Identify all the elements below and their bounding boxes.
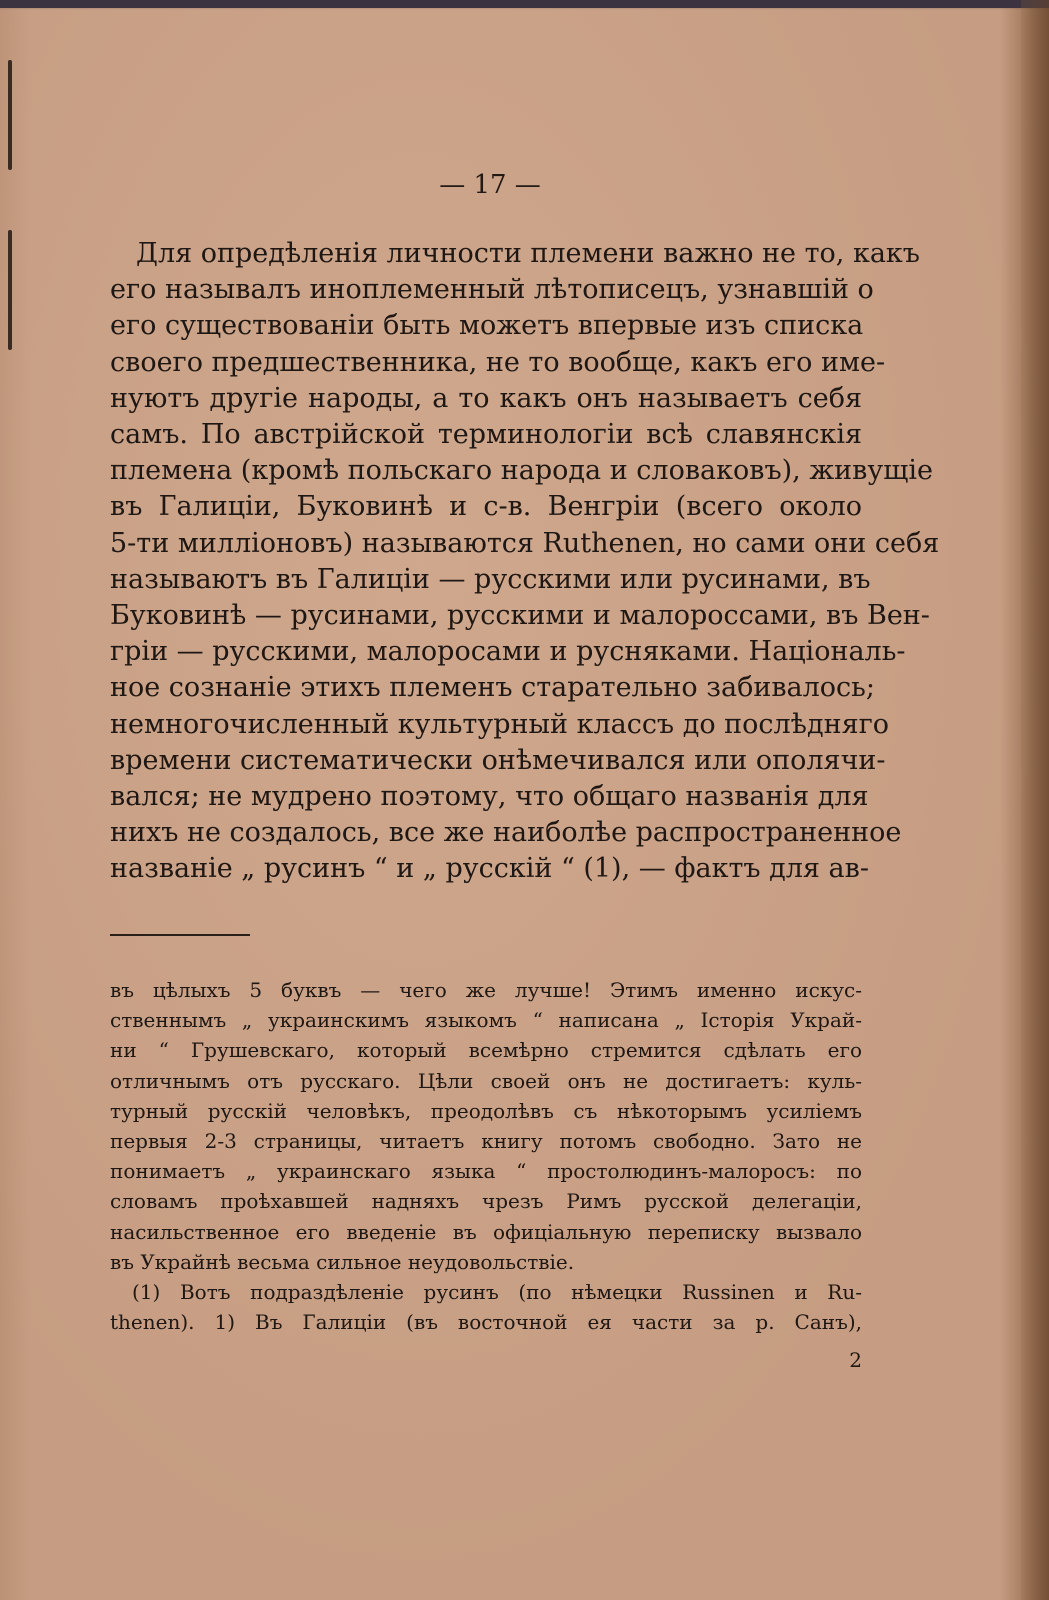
footnote-line: отличнымъ отъ русскаго. Цѣли своей онъ не достигаетъ: куль- [110, 1068, 862, 1093]
text-line: въ Галиціи, Буковинѣ и с-в. Венгріи (всего около [110, 491, 862, 523]
text-line: 5-ти милліоновъ) называются Ruthenen, но сами они себя [110, 527, 940, 559]
footnote-line: въ Украйнѣ весьма сильное неудовольствіе. [110, 1249, 575, 1274]
text-line: его существованіи быть можетъ впервые изъ списка [110, 310, 864, 342]
footnote-line: первыя 2-3 страницы, читаетъ книгу потомъ свободно. Зато не [110, 1129, 862, 1154]
page-number: — 17 — [439, 170, 541, 200]
footnote-line: понимаетъ „ украинскаго языка “ простолюдинъ-малоросъ: по [110, 1159, 862, 1184]
footnote-line: thenen). 1) Въ Галиціи (въ восточной ея части за р. Санъ), [110, 1310, 862, 1335]
text-line: нуютъ другіе народы, а то какъ онъ называетъ себя [110, 382, 862, 414]
text-line: его называлъ иноплеменный лѣтописецъ, узнавшій о [110, 274, 874, 306]
text-line: ное сознаніе этихъ племенъ старательно забивалось; [110, 672, 875, 704]
footnote-line: ственнымъ „ украинскимъ языкомъ “ написана „ Історія Украй- [110, 1008, 862, 1033]
footnote-divider [110, 934, 250, 936]
footnote-line: турный русскій человѣкъ, преодолѣвъ съ нѣкоторымъ усиліемъ [110, 1098, 862, 1123]
footnote-line: (1) Вотъ подраздѣленіе русинъ (по нѣмецки Russinen и Ru- [132, 1280, 862, 1305]
footnote-line: ни “ Грушевскаго, который всемѣрно стремится сдѣлать его [110, 1038, 862, 1063]
page-right-edge [1021, 0, 1049, 1600]
text-line: своего предшественника, не то вообще, какъ его име- [110, 346, 886, 378]
margin-bracket-mark [8, 60, 12, 170]
margin-bracket-mark [8, 230, 12, 350]
footnotes [110, 975, 862, 1337]
text-line: племена (кромѣ польскаго народа и словаковъ), живущіе [110, 455, 933, 487]
text-line: нихъ не создалось, все же наиболѣе распространенное [110, 817, 902, 849]
text-line: гріи — русскими, малоросами и русняками. Національ- [110, 636, 906, 668]
page-top-edge [0, 0, 1049, 8]
text-line: названіе „ русинъ “ и „ русскій “ (1), — фактъ для ав- [110, 853, 869, 885]
text-line: называютъ въ Галиціи — русскими или русинами, въ [110, 563, 871, 595]
main-text [110, 236, 940, 888]
text-line: самъ. По австрійской терминологіи всѣ славянскія [110, 419, 862, 451]
text-line: Для опредѣленія личности племени важно не то, какъ [136, 238, 920, 269]
text-line: Буковинѣ — русинами, русскими и малороссами, въ Вен- [110, 600, 930, 632]
text-line: вался; не мудрено поэтому, что общаго названія для [110, 781, 869, 813]
footnote-line: словамъ проѣхавшей надняхъ чрезъ Римъ русской делегаціи, [110, 1189, 862, 1214]
signature-mark: 2 [849, 1348, 862, 1372]
text-line: времени систематически онѣмечивался или ополячи- [110, 744, 886, 776]
text-line: немногочисленный культурный классъ до послѣдняго [110, 708, 890, 740]
footnote-line: въ цѣлыхъ 5 буквъ — чего же лучше! Этимъ именно искус- [110, 978, 862, 1002]
footnote-line: насильственное его введеніе въ офиціальную переписку вызвало [110, 1219, 862, 1244]
